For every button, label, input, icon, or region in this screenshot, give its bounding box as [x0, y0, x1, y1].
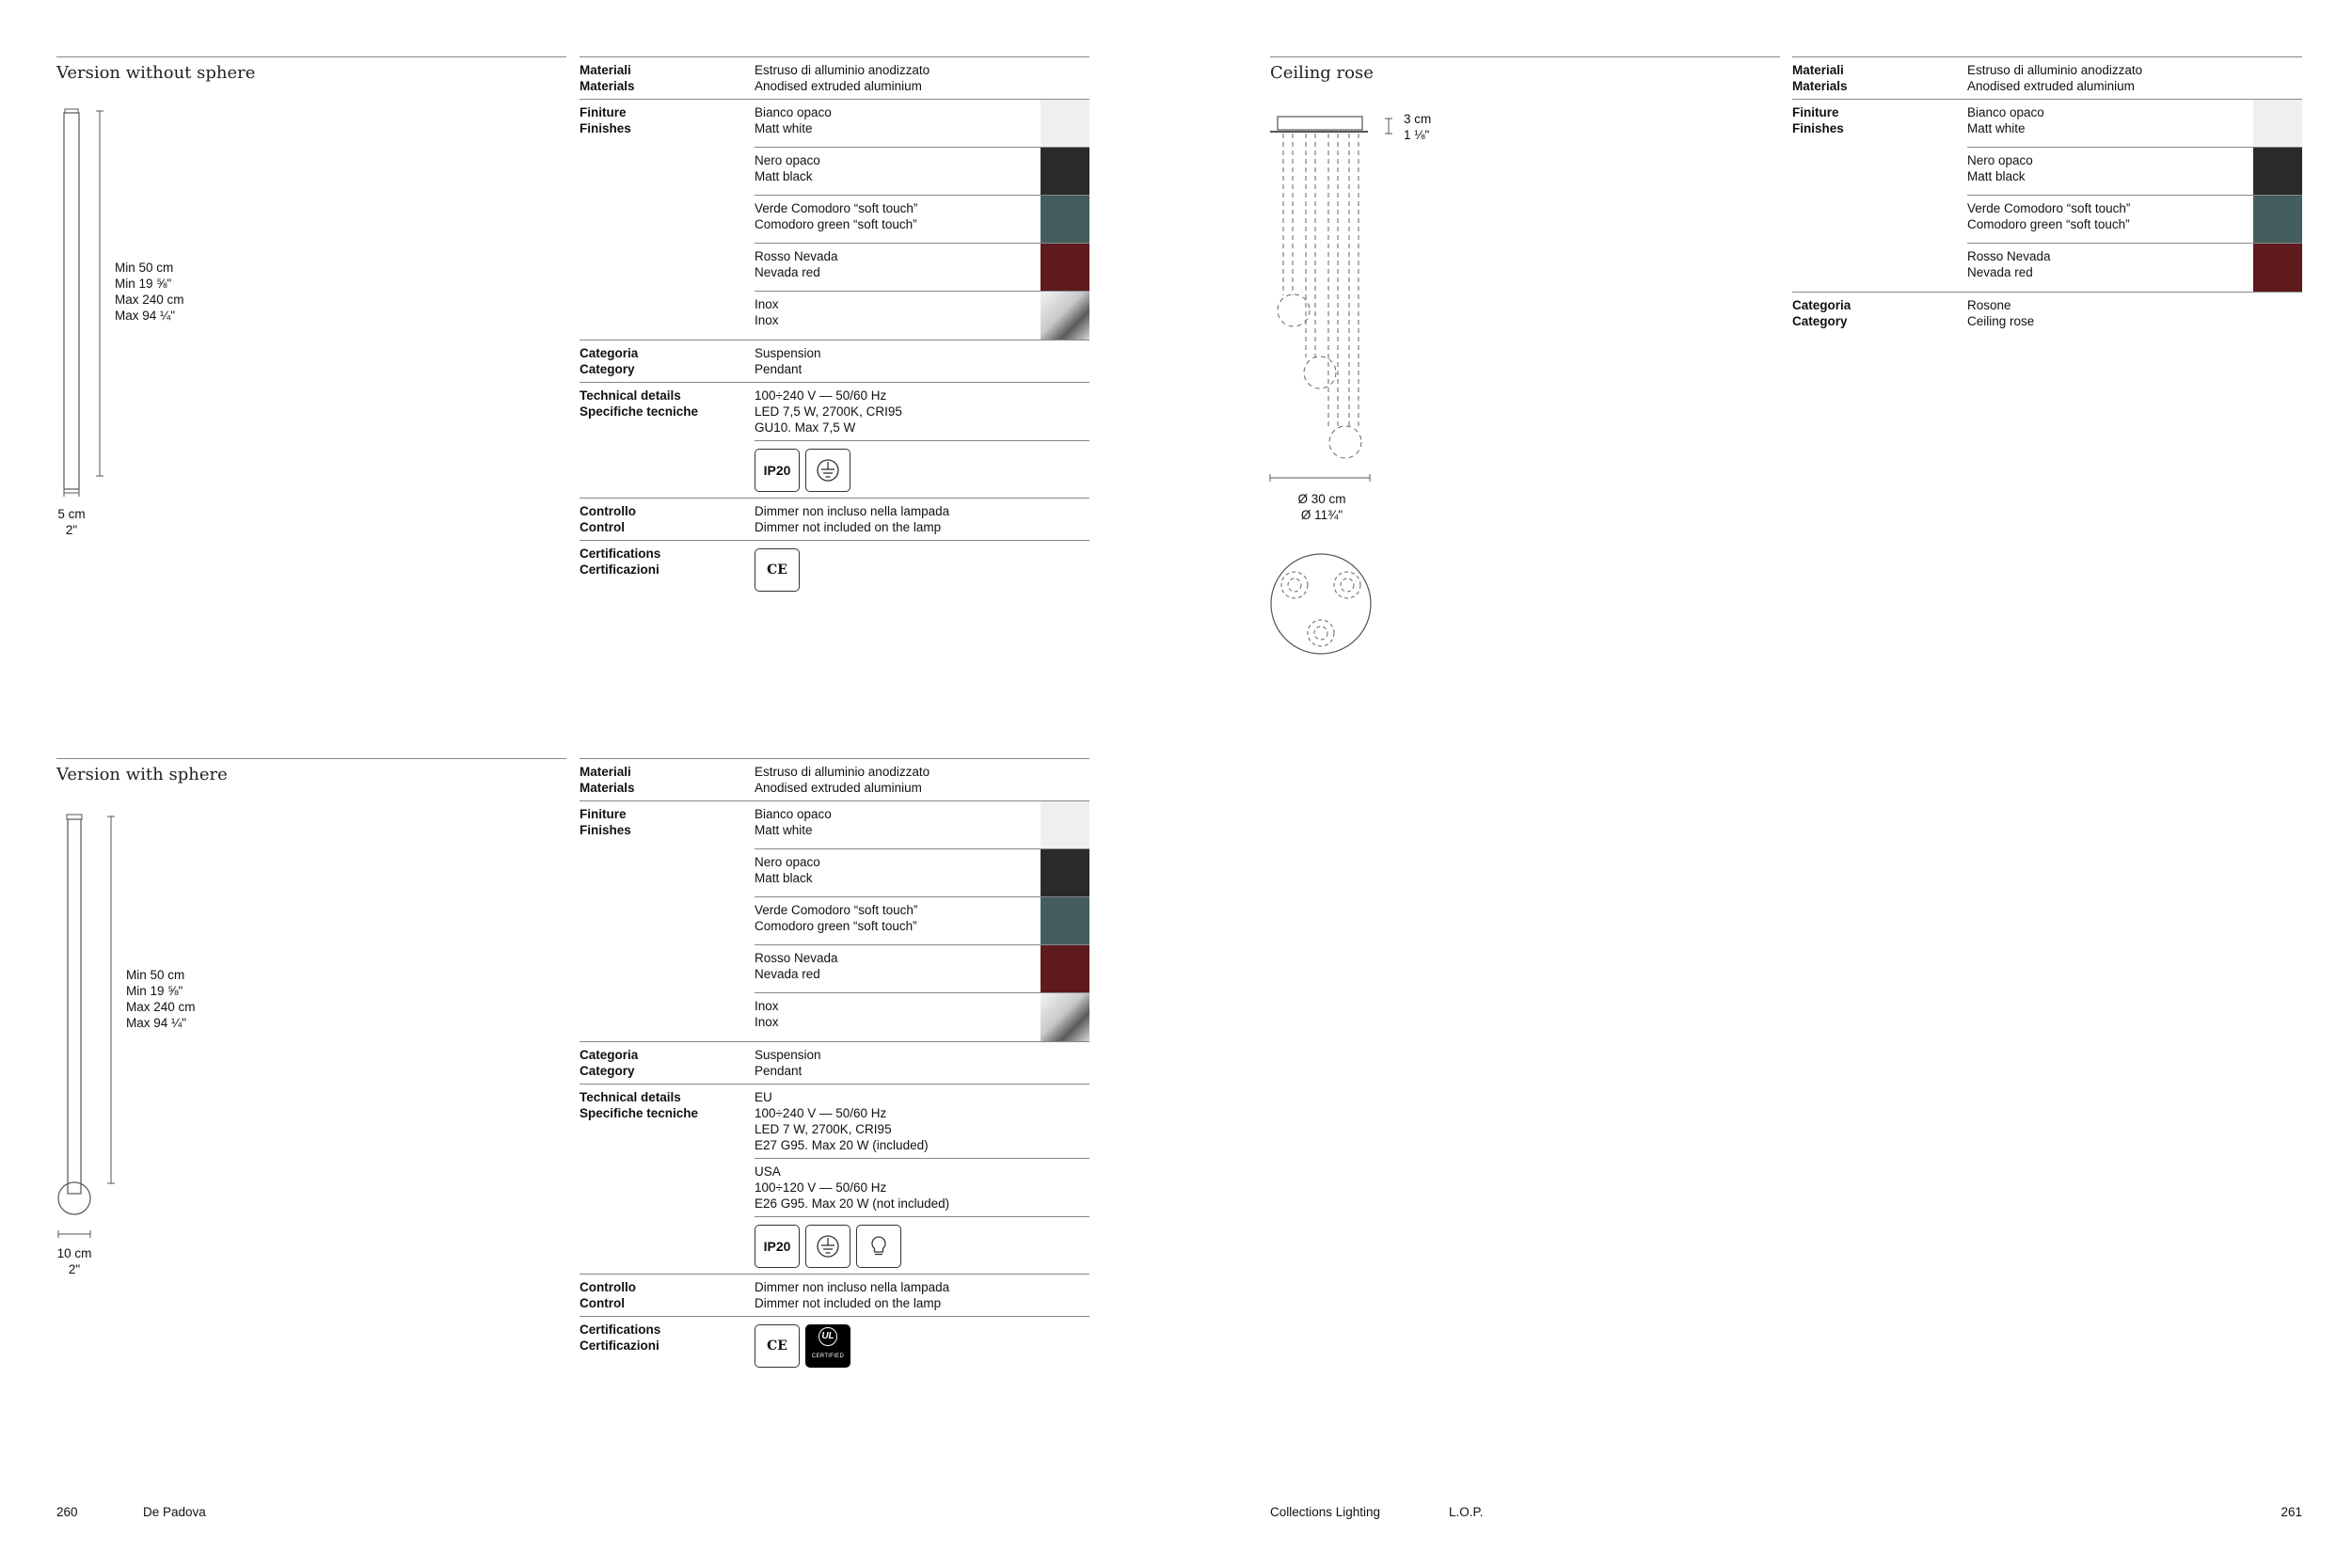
- dimension-width-with-sphere: 10 cm 2": [56, 1246, 92, 1276]
- category-row: [580, 341, 1089, 383]
- label-en: Finishes: [1792, 121, 1844, 135]
- finish-swatch: [1041, 244, 1089, 291]
- label-it: Controllo: [580, 504, 636, 518]
- category-value: Pendant: [755, 362, 803, 376]
- materials-it: Estruso di alluminio anodizzato: [755, 63, 930, 77]
- label-en: Materials: [1792, 79, 1848, 93]
- ul-mark: UL: [818, 1327, 837, 1346]
- technical-line: LED 7,5 W, 2700K, CRI95: [755, 404, 902, 419]
- finish-it: Inox: [755, 999, 779, 1013]
- finish-en: Inox: [755, 1015, 779, 1029]
- technical-details: [755, 383, 1089, 441]
- footer-collection: Collections Lighting: [1270, 1505, 1381, 1519]
- control-it: Dimmer non incluso nella lampada: [755, 504, 950, 518]
- finish-it: Nero opaco: [755, 153, 820, 167]
- label-en: Control: [580, 520, 625, 534]
- category-row: [580, 1042, 1089, 1085]
- finish-en: Nevada red: [755, 967, 820, 981]
- finish-it: Rosso Nevada: [755, 249, 838, 263]
- finishes-group: [580, 801, 1089, 1042]
- label-en: Finishes: [580, 823, 631, 837]
- finish-item: [755, 897, 1089, 945]
- finish-en: Nevada red: [755, 265, 820, 279]
- label-it: Categoria: [580, 346, 639, 360]
- finish-item: [1967, 148, 2302, 196]
- finish-it: Verde Comodoro “soft touch”: [755, 903, 918, 917]
- finish-it: Verde Comodoro “soft touch”: [1967, 201, 2131, 215]
- label-it: Finiture: [580, 105, 627, 119]
- technical-line: E26 G95. Max 20 W (not included): [755, 1196, 950, 1211]
- page-number-left: 260: [56, 1505, 78, 1519]
- finishes-group: [580, 100, 1089, 341]
- badge-row: [755, 441, 1089, 498]
- technical-group: [580, 383, 1089, 499]
- ce-mark-badge: CE: [755, 548, 800, 592]
- technical-line: 100÷120 V — 50/60 Hz: [755, 1180, 887, 1195]
- materials-row: [580, 759, 1089, 801]
- section-title-without-sphere: Version without sphere: [56, 56, 566, 85]
- materials-en: Anodised extruded aluminium: [755, 781, 922, 795]
- technical-line: 100÷240 V — 50/60 Hz: [755, 388, 887, 403]
- label-en: Finishes: [580, 121, 631, 135]
- technical-line: GU10. Max 7,5 W: [755, 420, 856, 435]
- control-row: [580, 1275, 1089, 1317]
- finish-item: [1967, 196, 2302, 244]
- finish-en: Inox: [755, 313, 779, 327]
- light-bulb-icon: [856, 1225, 901, 1268]
- label-it: Materiali: [580, 63, 631, 77]
- ip20-badge: IP20: [755, 1225, 800, 1268]
- finish-en: Matt white: [755, 823, 813, 837]
- technical-line: E27 G95. Max 20 W (included): [755, 1138, 929, 1152]
- materials-row: [1792, 57, 2302, 100]
- label-en: Materials: [580, 781, 635, 795]
- finish-item: [755, 993, 1089, 1041]
- finish-en: Matt black: [1967, 169, 2026, 183]
- footer-product: L.O.P.: [1449, 1505, 1484, 1519]
- technical-line: 100÷240 V — 50/60 Hz: [755, 1106, 887, 1120]
- label-en: Technical details: [580, 1090, 681, 1104]
- category-value: Suspension: [755, 346, 821, 360]
- label-it: Certificazioni: [580, 562, 660, 577]
- finish-swatch: [2253, 196, 2302, 243]
- label-en: Technical details: [580, 388, 681, 403]
- label-it: Materiali: [1792, 63, 1844, 77]
- finish-en: Matt black: [755, 871, 813, 885]
- badge-row: [755, 1217, 1089, 1274]
- label-it: Categoria: [580, 1048, 639, 1062]
- earth-ground-icon: [805, 1225, 850, 1268]
- finish-item: [755, 292, 1089, 340]
- finish-item: [755, 945, 1089, 993]
- materials-en: Anodised extruded aluminium: [755, 79, 922, 93]
- label-en: Certifications: [580, 1323, 661, 1337]
- materials-it: Estruso di alluminio anodizzato: [755, 765, 930, 779]
- control-row: [580, 499, 1089, 541]
- finish-swatch: [1041, 945, 1089, 992]
- dimension-height-with-sphere: Min 50 cm Min 19 ⅝" Max 240 cm Max 94 ¼": [126, 968, 196, 1030]
- label-en: Category: [580, 362, 635, 376]
- finish-it: Verde Comodoro “soft touch”: [755, 201, 918, 215]
- dimension-height-without-sphere: Min 50 cm Min 19 ⅝" Max 240 cm Max 94 ¼": [115, 261, 184, 323]
- spec-table-with-sphere: [580, 758, 1089, 1378]
- dimension-height-ceiling-rose: 3 cm 1 ⅛": [1404, 112, 1432, 142]
- dimension-width-without-sphere: 5 cm 2": [57, 507, 86, 537]
- category-value: Rosone: [1967, 298, 2011, 312]
- label-it: Materiali: [580, 765, 631, 779]
- finish-en: Matt white: [755, 121, 813, 135]
- finish-swatch: [2253, 100, 2302, 147]
- category-value: Suspension: [755, 1048, 821, 1062]
- label-en: Category: [580, 1064, 635, 1078]
- ceiling-rose-drawing: [1268, 111, 1456, 666]
- finish-en: Matt black: [755, 169, 813, 183]
- earth-ground-icon: [805, 449, 850, 492]
- category-value: Ceiling rose: [1967, 314, 2035, 328]
- finish-it: Rosso Nevada: [1967, 249, 2051, 263]
- label-it: Finiture: [580, 807, 627, 821]
- materials-it: Estruso di alluminio anodizzato: [1967, 63, 2143, 77]
- finish-item: [755, 801, 1089, 849]
- finish-it: Bianco opaco: [755, 807, 832, 821]
- finish-it: Nero opaco: [755, 855, 820, 869]
- control-en: Dimmer not included on the lamp: [755, 520, 942, 534]
- finish-en: Comodoro green “soft touch”: [755, 919, 917, 933]
- control-it: Dimmer non incluso nella lampada: [755, 1280, 950, 1294]
- technical-details-usa: [755, 1159, 1089, 1217]
- footer-brand: De Padova: [143, 1505, 206, 1519]
- control-en: Dimmer not included on the lamp: [755, 1296, 942, 1310]
- finish-swatch: [1041, 897, 1089, 944]
- section-title-with-sphere: Version with sphere: [56, 758, 566, 786]
- materials-en: Anodised extruded aluminium: [1967, 79, 2135, 93]
- label-it: Finiture: [1792, 105, 1839, 119]
- finish-swatch: [2253, 148, 2302, 195]
- finish-en: Comodoro green “soft touch”: [755, 217, 917, 231]
- technical-line: USA: [755, 1164, 781, 1179]
- certifications-row: [580, 541, 1089, 602]
- finish-item: [755, 148, 1089, 196]
- finish-en: Comodoro green “soft touch”: [1967, 217, 2130, 231]
- finish-swatch: [1041, 292, 1089, 340]
- page-number-right: 261: [2280, 1505, 2302, 1519]
- finish-swatch: [1041, 100, 1089, 147]
- finish-item: [755, 100, 1089, 148]
- materials-row: [580, 57, 1089, 100]
- finish-item: [755, 244, 1089, 292]
- technical-line: EU: [755, 1090, 772, 1104]
- section-title-ceiling-rose: Ceiling rose: [1270, 56, 1780, 85]
- finish-swatch: [2253, 244, 2302, 292]
- label-it: Certificazioni: [580, 1338, 660, 1353]
- finish-en: Matt white: [1967, 121, 2026, 135]
- label-en: Category: [1792, 314, 1848, 328]
- ul-certified-label: CERTIFIED: [811, 1354, 845, 1359]
- ce-mark-badge: CE: [755, 1324, 800, 1368]
- finish-it: Bianco opaco: [1967, 105, 2044, 119]
- category-row: [1792, 293, 2302, 334]
- spec-table-without-sphere: [580, 56, 1089, 602]
- label-it: Controllo: [580, 1280, 636, 1294]
- label-it: Categoria: [1792, 298, 1851, 312]
- finish-swatch: [1041, 849, 1089, 896]
- label-en: Control: [580, 1296, 625, 1310]
- finish-item: [755, 849, 1089, 897]
- finish-item: [1967, 100, 2302, 148]
- ip20-badge: IP20: [755, 449, 800, 492]
- category-value: Pendant: [755, 1064, 803, 1078]
- finish-swatch: [1041, 196, 1089, 243]
- finish-swatch: [1041, 993, 1089, 1041]
- finish-swatch: [1041, 148, 1089, 195]
- finish-item: [755, 196, 1089, 244]
- spec-table-ceiling-rose: [1792, 56, 2302, 334]
- certifications-row: [580, 1317, 1089, 1378]
- finish-it: Nero opaco: [1967, 153, 2033, 167]
- finish-it: Rosso Nevada: [755, 951, 838, 965]
- technical-details-eu: [755, 1085, 1089, 1159]
- label-en: Materials: [580, 79, 635, 93]
- label-it: Specifiche tecniche: [580, 404, 699, 419]
- ul-certified-badge: [805, 1324, 850, 1368]
- label-en: Certifications: [580, 546, 661, 561]
- finish-en: Nevada red: [1967, 265, 2033, 279]
- finish-it: Bianco opaco: [755, 105, 832, 119]
- technical-line: LED 7 W, 2700K, CRI95: [755, 1122, 892, 1136]
- label-it: Specifiche tecniche: [580, 1106, 699, 1120]
- technical-group: [580, 1085, 1089, 1275]
- finish-it: Inox: [755, 297, 779, 311]
- finishes-group: [1792, 100, 2302, 293]
- finish-swatch: [1041, 801, 1089, 848]
- dimension-diameter-ceiling-rose: Ø 30 cm Ø 11¾": [1297, 492, 1346, 522]
- finish-item: [1967, 244, 2302, 292]
